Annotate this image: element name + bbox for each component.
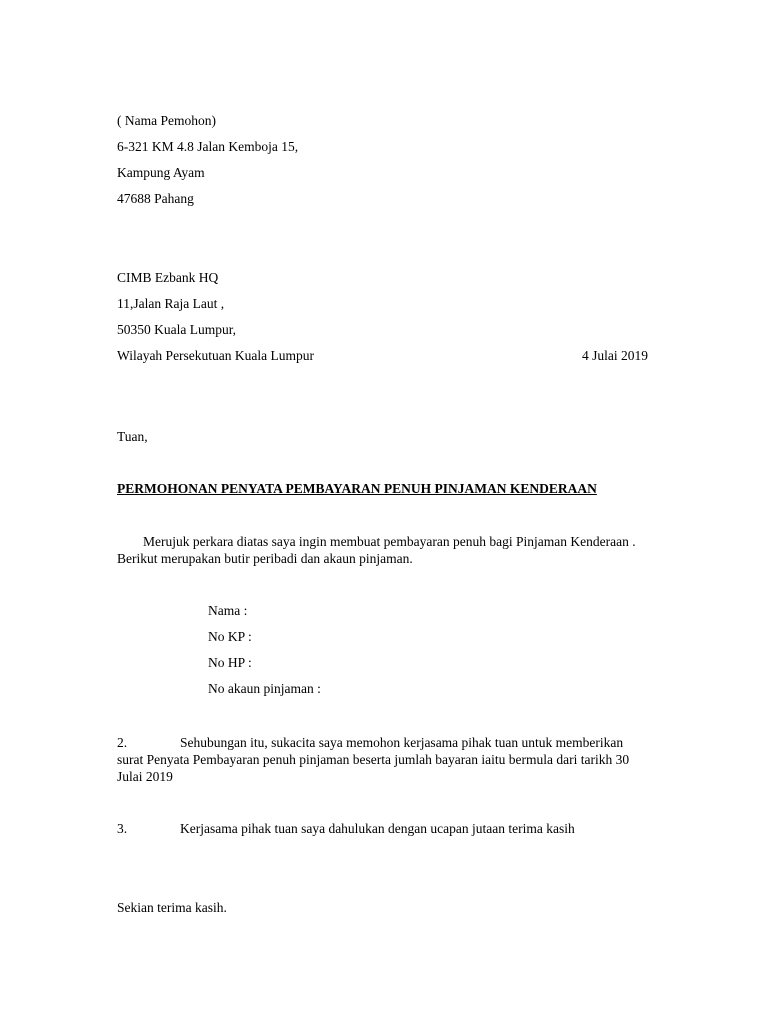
intro-paragraph: Merujuk perkara diatas saya ingin membuat pembayaran penuh bagi Pinjaman Kenderaan . Berikut merupakan butir peribadi dan akaun pinjaman. — [117, 534, 636, 566]
field-name-label: Nama : — [208, 603, 248, 618]
recipient-address-line1: 11,Jalan Raja Laut , — [117, 296, 225, 311]
paragraph-2-number: 2. — [117, 735, 128, 750]
sender-address-line1: 6-321 KM 4.8 Jalan Kemboja 15, — [117, 139, 299, 154]
letter-subject: PERMOHONAN PENYATA PEMBAYARAN PENUH PINJAMAN KENDERAAN — [117, 481, 597, 496]
sender-name: ( Nama Pemohon) — [117, 113, 216, 128]
paragraph-2 — [117, 734, 652, 785]
field-phone-label: No HP : — [208, 655, 252, 670]
sender-address-line3: 47688 Pahang — [117, 191, 194, 206]
letter-date: 4 Julai 2019 — [582, 348, 648, 363]
paragraph-2-text: Sehubungan itu, sukacita saya memohon kerjasama pihak tuan untuk memberikan surat Penyata Pembayaran penuh pinjaman beserta jumlah bayaran iaitu bermula dari tarikh 30 Julai 2019 — [117, 735, 630, 784]
recipient-address-line2: 50350 Kuala Lumpur, — [117, 322, 237, 337]
salutation: Tuan, — [117, 429, 148, 444]
sender-address-line2: Kampung Ayam — [117, 165, 205, 180]
field-account-label: No akaun pinjaman : — [208, 681, 321, 696]
field-ic-label: No KP : — [208, 629, 252, 644]
recipient-name: CIMB Ezbank HQ — [117, 270, 219, 285]
paragraph-3 — [117, 820, 652, 837]
recipient-address-line3: Wilayah Persekutuan Kuala Lumpur — [117, 348, 315, 363]
paragraph-3-text: Kerjasama pihak tuan saya dahulukan dengan ucapan jutaan terima kasih — [180, 821, 575, 836]
paragraph-3-number: 3. — [117, 821, 128, 836]
closing-text: Sekian terima kasih. — [117, 900, 227, 915]
